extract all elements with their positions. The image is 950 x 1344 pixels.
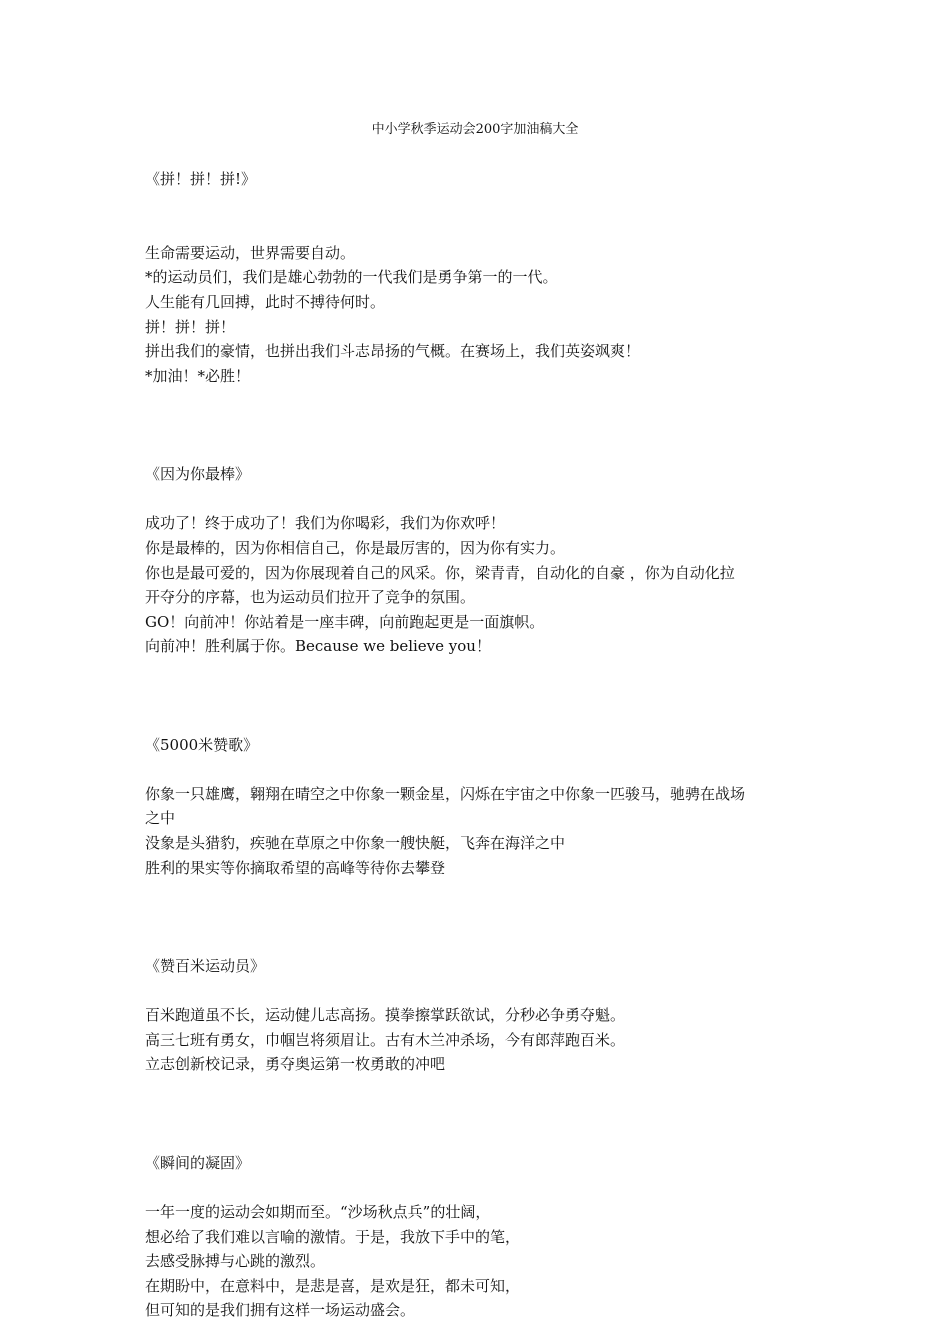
poem-line: 没象是头猎豹，疾驰在草原之中你象一艘快艇，飞奔在海洋之中 bbox=[145, 834, 566, 853]
poem-line: 生命需要运动，世界需要自动。 bbox=[145, 243, 356, 262]
poem-line: 之中 bbox=[145, 809, 176, 828]
poem-section bbox=[145, 167, 815, 388]
poem-body bbox=[145, 782, 815, 880]
poem-section bbox=[145, 954, 815, 1077]
poem-line: 你象一只雄鹰，翱翔在晴空之中你象一颗金星，闪烁在宇宙之中你象一匹骏马，驰骋在战场 bbox=[145, 784, 746, 803]
poem-line: *的运动员们，我们是雄心勃勃的一代我们是勇争第一的一代。 bbox=[145, 268, 558, 287]
poem-body bbox=[145, 1200, 815, 1323]
poem-body bbox=[145, 1003, 815, 1077]
poem-line: 立志创新校记录，勇夺奥运第一枚勇敢的冲吧 bbox=[145, 1055, 446, 1074]
poem-line: 去感受脉搏与心跳的激烈。 bbox=[145, 1252, 326, 1271]
poem-line: *加油！*必胜！ bbox=[145, 366, 251, 385]
poem-line: 向前冲！胜利属于你。Because we believe you！ bbox=[145, 637, 491, 656]
poem-line: 想必给了我们难以言喻的激情。于是，我放下手中的笔， bbox=[145, 1227, 521, 1246]
poem-body bbox=[145, 241, 815, 389]
document-body bbox=[145, 167, 815, 1323]
poem-line: 百米跑道虽不长，运动健儿志高扬。摸拳擦掌跃欲试，分秒必争勇夺魁。 bbox=[145, 1006, 626, 1025]
poem-title: 《赞百米运动员》 bbox=[145, 957, 266, 975]
poem-line: 拼出我们的豪情，也拼出我们斗志昂扬的气概。在赛场上，我们英姿飒爽！ bbox=[145, 342, 641, 361]
poem-section bbox=[145, 733, 815, 881]
poem-line: GO！向前冲！你站着是一座丰碑，向前跑起更是一面旗帜。 bbox=[145, 612, 545, 631]
poem-line: 但可知的是我们拥有这样一场运动盛会。 bbox=[145, 1301, 416, 1320]
poem-line: 成功了！终于成功了！我们为你喝彩，我们为你欢呼！ bbox=[145, 514, 506, 533]
poem-line: 你是最棒的，因为你相信自己，你是最厉害的，因为你有实力。 bbox=[145, 538, 566, 557]
poem-line: 一年一度的运动会如期而至。“沙场秋点兵”的壮阔， bbox=[145, 1202, 491, 1221]
poem-line: 你也是最可爱的，因为你展现着自己的风采。你，梁青青，自动化的自豪 ，你为自动化拉 bbox=[145, 563, 735, 582]
poem-line: 在期盼中，在意料中，是悲是喜，是欢是狂，都未可知， bbox=[145, 1276, 521, 1295]
poem-line: 高三七班有勇女，巾帼岂将须眉让。古有木兰冲杀场，今有郎萍跑百米。 bbox=[145, 1030, 626, 1049]
poem-line: 开夺分的序幕，也为运动员们拉开了竞争的氛围。 bbox=[145, 588, 476, 607]
poem-title: 《瞬间的凝固》 bbox=[145, 1153, 251, 1172]
poem-title: 《因为你最棒》 bbox=[145, 465, 251, 484]
document-title: 中小学秋季运动会200字加油稿大全 bbox=[371, 122, 579, 137]
poem-line: 胜利的果实等你摘取希望的高峰等待你去攀登 bbox=[145, 858, 446, 877]
poem-line: 人生能有几回搏，此时不搏待何时。 bbox=[145, 292, 386, 311]
poem-section bbox=[145, 1151, 815, 1323]
poem-body bbox=[145, 511, 815, 659]
poem-title: 《5000米赞歌》 bbox=[145, 735, 259, 754]
poem-section bbox=[145, 462, 815, 659]
poem-line: 拼！拼！拼！ bbox=[145, 317, 236, 336]
poem-title: 《拼！拼！拼!》 bbox=[145, 170, 257, 188]
